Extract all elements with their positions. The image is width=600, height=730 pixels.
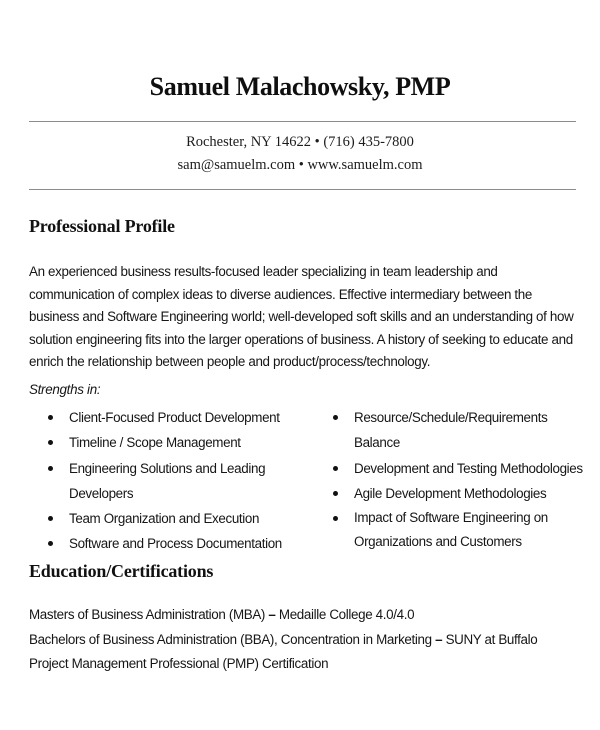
- education-detail: SUNY at Buffalo: [445, 631, 538, 647]
- list-item: Impact of Software Engineering on Organizations and Customers: [333, 506, 588, 554]
- education-item: [29, 652, 589, 677]
- strengths-list-left: [48, 405, 308, 557]
- education-item: [29, 628, 589, 653]
- list-item: Engineering Solutions and Leading Developers: [48, 456, 308, 507]
- list-item: Development and Testing Methodologies: [333, 456, 588, 481]
- education-degree: Bachelors of Business Administration (BBA), Concentration in Marketing: [29, 631, 432, 647]
- header-top-divider: [29, 121, 576, 122]
- education-item: [29, 603, 589, 628]
- education-heading: Education/Certifications: [29, 561, 214, 581]
- education-detail: Medaille College 4.0/4.0: [278, 607, 415, 622]
- list-item: Team Organization and Execution: [48, 506, 308, 531]
- education-list: [29, 603, 589, 677]
- profile-summary: An experienced business results-focused leader specializing in team leadership and communication of complex ideas to diverse audiences. Effective intermediary between the business and Software Engineering world; well-developed soft skills and an understanding of how solution engineering fits into the larger operations of business. A history of seeking to educate and enrich the relationship between people and product/process/technology.: [29, 264, 574, 370]
- candidate-name: Samuel Malachowsky, PMP: [149, 72, 451, 101]
- list-item: Agile Development Methodologies: [333, 481, 588, 506]
- education-separator: –: [435, 631, 443, 647]
- header-bottom-divider: [29, 189, 576, 190]
- education-separator: –: [268, 607, 276, 622]
- strengths-list-right: [333, 405, 588, 554]
- strengths-label: Strengths in:: [29, 382, 101, 397]
- list-item: Client-Focused Product Development: [48, 405, 308, 430]
- education-degree: Project Management Professional (PMP) Certification: [29, 656, 329, 671]
- list-item: Resource/Schedule/Requirements Balance: [333, 405, 588, 456]
- education-degree: Masters of Business Administration (MBA): [29, 607, 266, 622]
- contact-address-phone: Rochester, NY 14622 • (716) 435-7800: [186, 134, 414, 150]
- contact-email-website: sam@samuelm.com • www.samuelm.com: [177, 157, 423, 173]
- list-item: Software and Process Documentation: [48, 531, 308, 556]
- list-item: Timeline / Scope Management: [48, 430, 308, 455]
- profile-heading: Professional Profile: [29, 216, 175, 236]
